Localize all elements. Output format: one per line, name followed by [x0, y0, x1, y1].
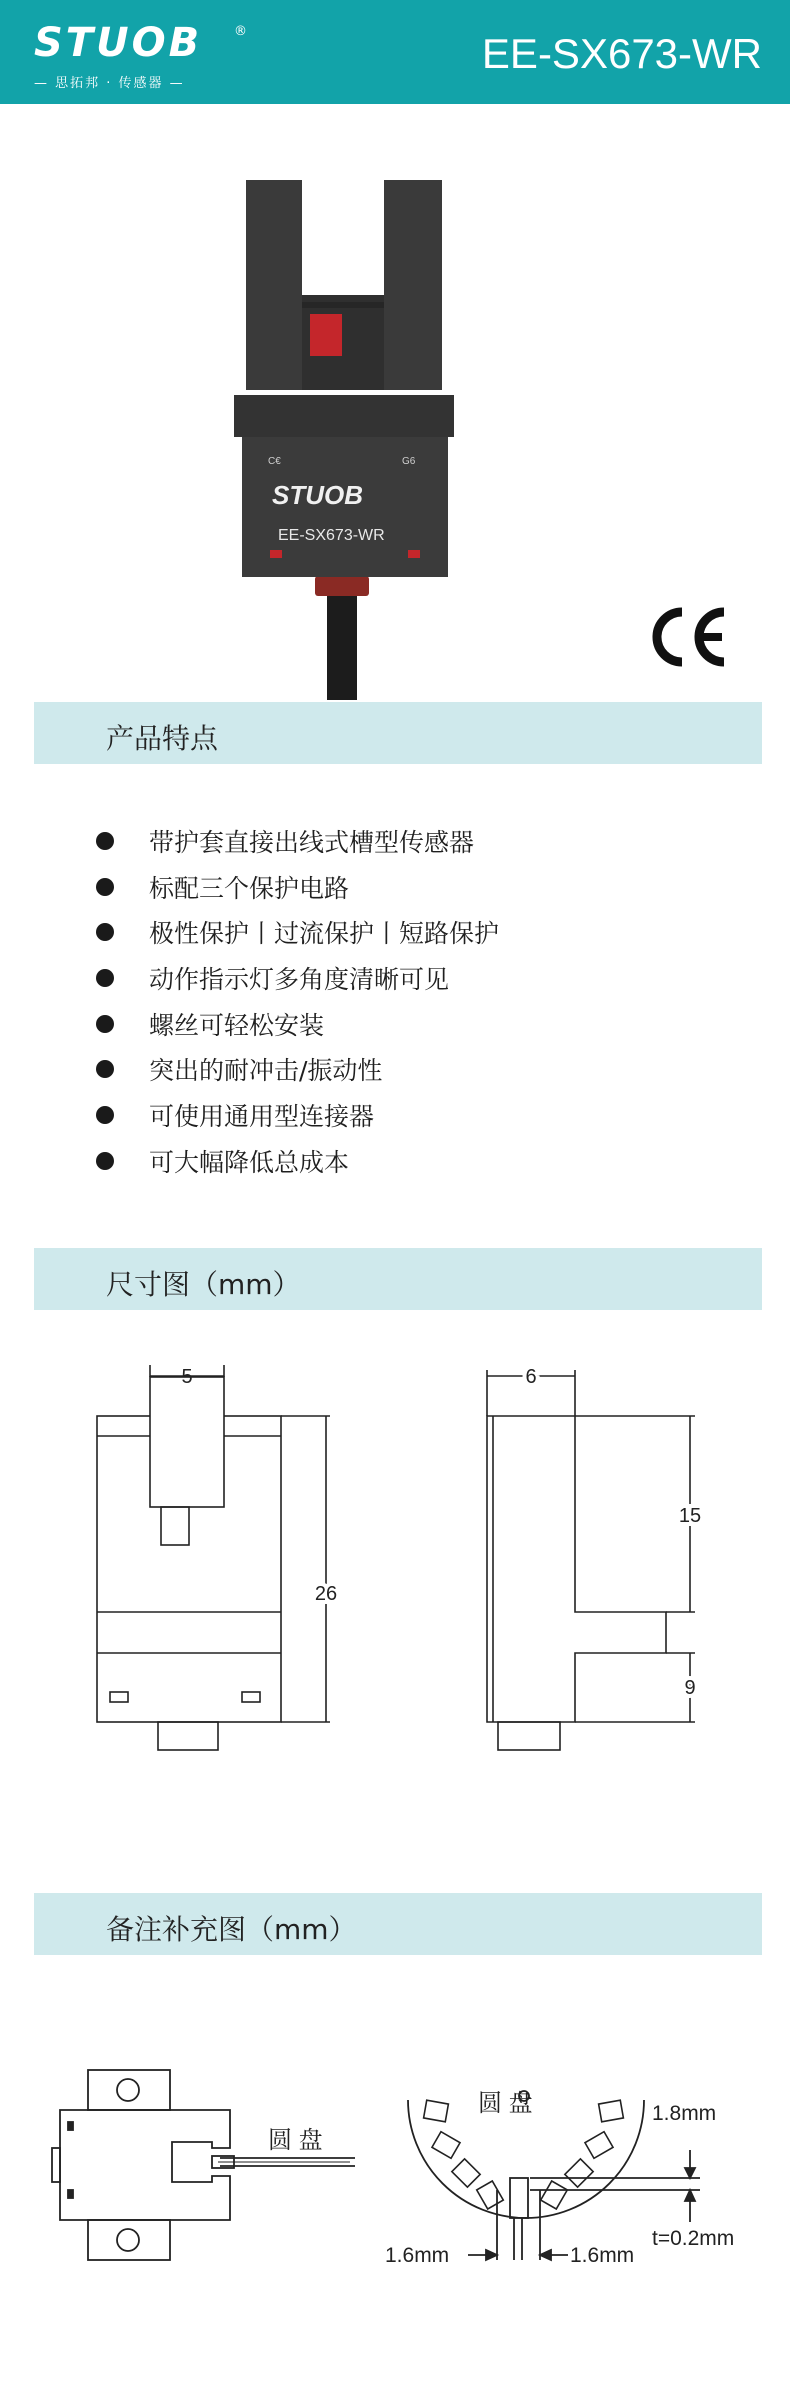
logo-registered-mark: ®	[234, 24, 247, 39]
feature-list	[96, 818, 716, 1184]
dimensions-section-title: 尺寸图（mm）	[106, 1268, 301, 1301]
supplement-section-title: 备注补充图（mm）	[106, 1913, 357, 1946]
feature-item: 可使用通用型连接器	[96, 1092, 716, 1138]
svg-text:CE: CE	[648, 602, 650, 603]
thickness-label: t=0.2mm	[652, 2227, 735, 2250]
front-view	[97, 1365, 330, 1750]
logo-subtitle: — 思拓邦 · 传感器 —	[34, 76, 185, 91]
logo-wordmark: STUOB	[34, 20, 203, 66]
dimension-drawing	[0, 1340, 790, 1820]
dim-side-lower: 9	[684, 1677, 696, 1699]
disc-label-right: 圆 盘	[478, 2090, 533, 2117]
body-model-mark: EE-SX673-WR	[278, 527, 385, 544]
bullet-icon	[96, 923, 114, 941]
sensor-product-image	[228, 180, 468, 700]
dimensions-section-header	[34, 1248, 762, 1310]
side-view	[487, 1370, 695, 1750]
gap-right-label: 1.6mm	[570, 2244, 635, 2267]
disc-label-left: 圆 盘	[268, 2127, 323, 2154]
bullet-icon	[96, 1152, 114, 1170]
bullet-icon	[96, 1106, 114, 1124]
features-section-title: 产品特点	[106, 722, 219, 755]
dim-side-upper: 15	[678, 1505, 702, 1527]
bullet-icon	[96, 878, 114, 896]
dim-front-height: 26	[314, 1583, 338, 1605]
dim-slot-width: 5	[181, 1366, 193, 1388]
body-brand-mark: STUOB	[272, 480, 363, 510]
supplement-section-header	[34, 1893, 762, 1955]
bullet-icon	[96, 832, 114, 850]
sensor-top-view	[52, 2070, 355, 2260]
feature-item: 带护套直接出线式槽型传感器	[96, 818, 716, 864]
slit-width-label: 1.8mm	[652, 2102, 717, 2125]
brand-logo	[34, 20, 254, 91]
supplement-drawing	[0, 2040, 790, 2280]
feature-item: 动作指示灯多角度清晰可见	[96, 955, 716, 1001]
features-section-header	[34, 702, 762, 764]
feature-item: 突出的耐冲击/振动性	[96, 1046, 716, 1092]
ce-certification-mark	[648, 602, 732, 672]
gap-left-label: 1.6mm	[385, 2244, 450, 2267]
body-g6-mark: G6	[402, 456, 416, 467]
bullet-icon	[96, 1060, 114, 1078]
feature-item: 可大幅降低总成本	[96, 1138, 716, 1184]
feature-item: 标配三个保护电路	[96, 864, 716, 910]
model-title: EE-SX673-WR	[481, 30, 762, 77]
dim-side-width: 6	[525, 1366, 537, 1388]
feature-item: 螺丝可轻松安装	[96, 1001, 716, 1047]
body-ce-mark: C€	[268, 456, 281, 467]
bullet-icon	[96, 1015, 114, 1033]
bullet-icon	[96, 969, 114, 987]
header-bar	[0, 0, 790, 104]
feature-item: 极性保护丨过流保护丨短路保护	[96, 909, 716, 955]
